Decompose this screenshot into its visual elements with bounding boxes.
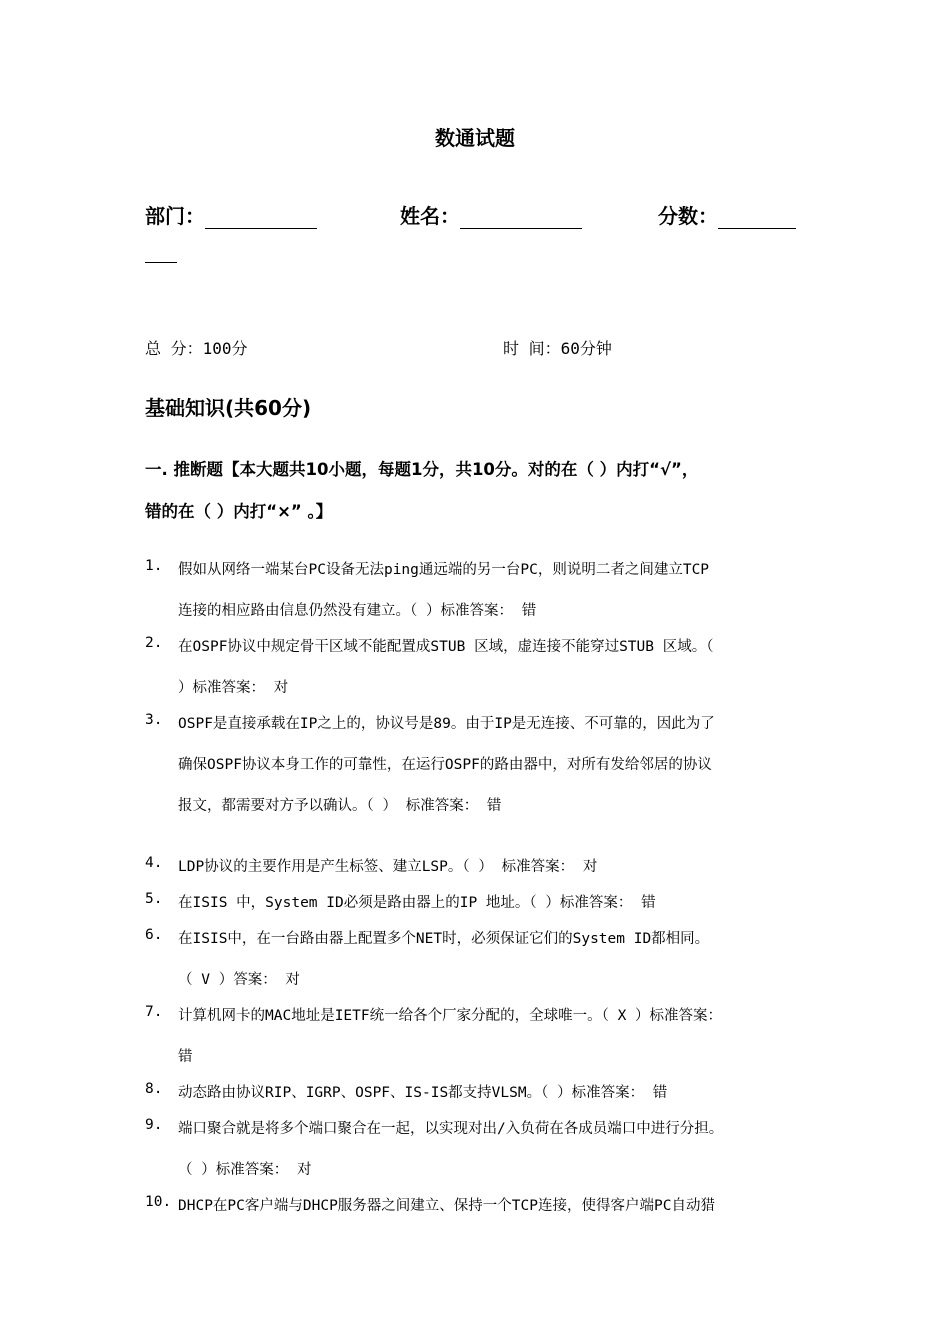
- question-number: 5.: [145, 891, 163, 907]
- question-text-line: 在ISIS中，在一台路由器上配置多个NET时，必须保证它们的System ID都相同。: [178, 931, 710, 947]
- name-field: [400, 200, 582, 229]
- question-number: 6.: [145, 927, 163, 943]
- question-number: 7.: [145, 1004, 163, 1020]
- question-text-line: LDP协议的主要作用是产生标签、建立LSP。（ ） 标准答案： 对: [178, 859, 598, 875]
- question-text-line: （ ）标准答案： 对: [178, 1162, 312, 1178]
- question-text-line: 在OSPF协议中规定骨干区域不能配置成STUB 区域，虚连接不能穿过STUB 区域。（: [178, 639, 714, 655]
- question-text-line: （ V ）答案： 对: [178, 972, 300, 988]
- question-text-line: 确保OSPF协议本身工作的可靠性，在运行OSPF的路由器中，对所有发给邻居的协议: [178, 757, 712, 773]
- question-text-line: 错: [178, 1049, 193, 1065]
- exam-time: 时 间：60分钟: [503, 339, 612, 358]
- name-blank: [460, 206, 582, 229]
- total-score: 总 分：100分: [145, 339, 248, 358]
- question-number: 1.: [145, 558, 163, 574]
- question-text-line: 计算机网卡的MAC地址是IETF统一给各个厂家分配的，全球唯一。（ X ）标准答案：: [178, 1008, 723, 1024]
- question-number: 2.: [145, 635, 163, 651]
- question-text-line: 端口聚合就是将多个端口聚合在一起，以实现对出/入负荷在各成员端口中进行分担。: [178, 1121, 724, 1137]
- department-field: [145, 200, 317, 229]
- instructions-line-2: 错的在（ ）内打“×” 。】: [145, 502, 333, 521]
- question-number: 4.: [145, 855, 163, 871]
- department-blank: [205, 206, 317, 229]
- question-text-line: 在ISIS 中，System ID必须是路由器上的IP 地址。（ ）标准答案： 错: [178, 895, 656, 911]
- question-number: 3.: [145, 712, 163, 728]
- question-number: 8.: [145, 1081, 163, 1097]
- page-title: 数通试题: [435, 126, 515, 150]
- question-text-line: 假如从网络一端某台PC设备无法ping通远端的另一台PC，则说明二者之间建立TCP: [178, 562, 710, 578]
- score-field: [658, 200, 796, 229]
- question-text-line: OSPF是直接承载在IP之上的，协议号是89。由于IP是无连接、不可靠的，因此为了: [178, 716, 715, 732]
- question-text-line: 动态路由协议RIP、IGRP、OSPF、IS-IS都支持VLSM。（ ）标准答案： 错: [178, 1085, 668, 1101]
- question-text-line: 报文，都需要对方予以确认。（ ） 标准答案： 错: [178, 798, 502, 814]
- question-number: 9.: [145, 1117, 163, 1133]
- department-label: 部门：: [145, 204, 205, 228]
- question-text-line: ）标准答案： 对: [178, 680, 289, 696]
- score-blank-continuation: [145, 262, 177, 263]
- score-label: 分数：: [658, 204, 718, 228]
- name-label: 姓名：: [400, 204, 460, 228]
- section-title: 基础知识(共60分): [145, 396, 312, 420]
- score-blank: [718, 206, 796, 229]
- question-number: 10.: [145, 1194, 172, 1210]
- question-text-line: 连接的相应路由信息仍然没有建立。（ ）标准答案： 错: [178, 603, 537, 619]
- question-text-line: DHCP在PC客户端与DHCP服务器之间建立、保持一个TCP连接，使得客户端PC自动猎: [178, 1198, 715, 1214]
- instructions-line-1: 一. 推断题【本大题共10小题，每题1分，共10分。对的在（ ）内打“√”，: [145, 460, 699, 479]
